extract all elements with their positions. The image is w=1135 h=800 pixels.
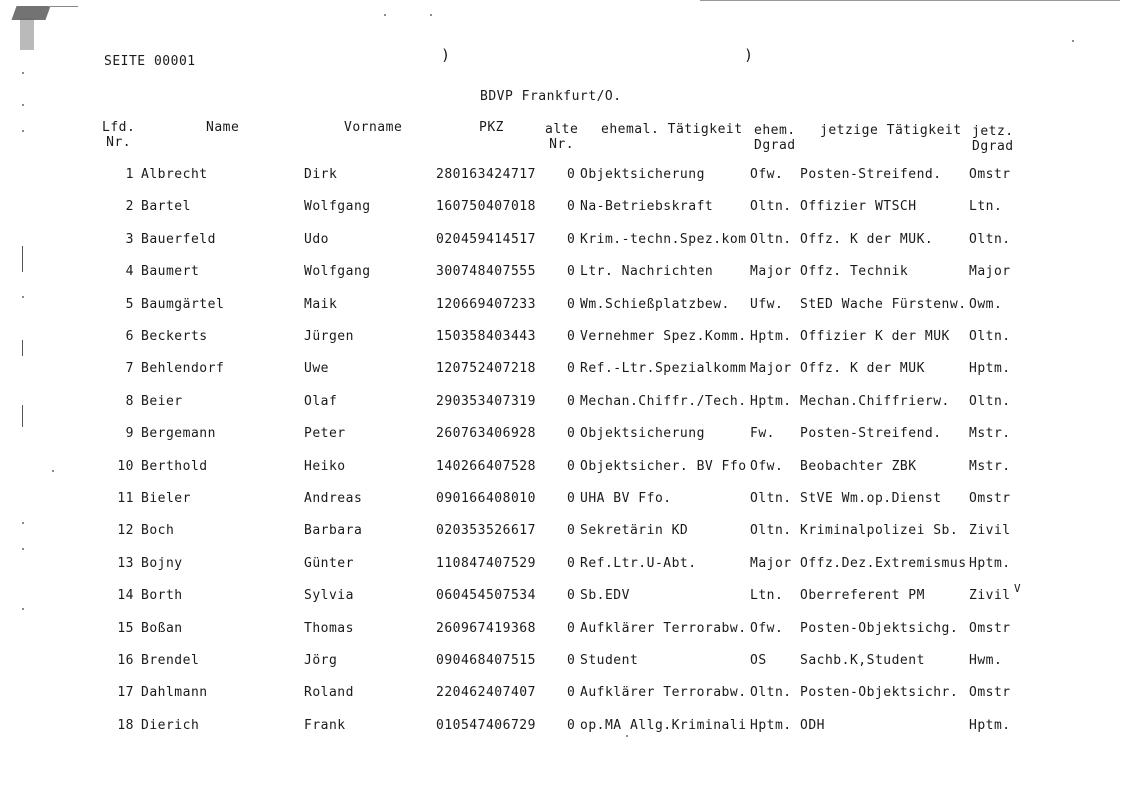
table-row [0, 394, 1135, 414]
jetz-dgrad-cell: Owm. [969, 296, 1003, 312]
alte-nr-cell: 0 [567, 491, 576, 506]
vorname-cell: Thomas [304, 620, 354, 636]
pkz-cell: 290353407319 [436, 393, 536, 409]
jetz-dgrad-cell: Oltn. [969, 393, 1011, 409]
table-row [0, 459, 1135, 479]
pkz-cell: 110847407529 [436, 555, 536, 571]
vorname-cell: Jürgen [304, 329, 354, 344]
table-row [0, 582, 1135, 608]
lfd-nr-cell: 11 [117, 491, 134, 506]
jetz-dgrad-cell: Hptm. [969, 555, 1011, 571]
ehem-dgrad-cell: Ofw. [750, 620, 784, 636]
pkz-cell: 300748407555 [436, 264, 536, 280]
lfd-nr-cell: 3 [125, 231, 134, 247]
jetzige-taetigkeit-cell: Posten-Objektsichg. [800, 620, 959, 636]
alte-nr-cell: 0 [567, 167, 576, 182]
ehemal-taetigkeit-cell: Sb.EDV [580, 588, 630, 604]
ehem-dgrad-cell: Fw. [750, 426, 775, 442]
lfd-nr-cell: 7 [125, 361, 134, 377]
table-row [0, 718, 1135, 738]
vorname-cell: Maik [304, 296, 338, 312]
name-cell: Bieler [141, 491, 191, 506]
jetzige-taetigkeit-cell: Posten-Streifend. [800, 167, 942, 182]
punch-mark-right: ) [744, 46, 754, 64]
ehem-dgrad-cell: Ufw. [750, 296, 784, 312]
name-cell: Brendel [141, 653, 200, 668]
jetzige-taetigkeit-cell: ODH [800, 717, 825, 733]
jetz-dgrad-cell: Omstr [969, 491, 1011, 506]
scan-dot [22, 548, 24, 550]
jetz-dgrad-cell: Oltn. [969, 329, 1011, 344]
pkz-cell: 140266407528 [436, 458, 536, 474]
ehem-dgrad-cell: Major [750, 555, 792, 571]
jetz-dgrad-cell: Hptm. [969, 717, 1011, 733]
alte-nr-cell: 0 [567, 717, 576, 733]
header-pkz: PKZ [479, 120, 504, 135]
ehem-dgrad-cell: Oltn. [750, 685, 792, 701]
vorname-cell: Heiko [304, 458, 346, 474]
name-cell: Dierich [141, 717, 200, 733]
vorname-cell: Roland [304, 685, 354, 701]
vorname-cell: Udo [304, 231, 329, 247]
table-row [0, 361, 1135, 381]
alte-nr-cell: 0 [567, 653, 576, 668]
name-cell: Boßan [141, 620, 183, 636]
jetzige-taetigkeit-cell: Sachb.K,Student [800, 653, 925, 668]
lfd-nr-cell: 12 [117, 523, 134, 539]
vorname-cell: Dirk [304, 167, 338, 182]
ehemal-taetigkeit-cell: Objektsicher. BV Ffo [580, 458, 747, 474]
name-cell: Borth [141, 588, 183, 604]
alte-nr-cell: 0 [567, 458, 576, 474]
jetzige-taetigkeit-cell: Oberreferent PM [800, 588, 925, 604]
ehemal-taetigkeit-cell: Student [580, 653, 639, 668]
scan-dot [384, 14, 386, 16]
page-label: SEITE 00001 [104, 54, 196, 69]
scan-top-line [48, 6, 78, 7]
table-row [0, 523, 1135, 543]
punch-mark-left: ) [441, 46, 451, 64]
vorname-cell: Frank [304, 717, 346, 733]
name-cell: Berthold [141, 458, 208, 474]
scan-dot [22, 608, 24, 610]
scan-top-line [700, 0, 1120, 1]
lfd-nr-cell: 15 [117, 620, 134, 636]
lfd-nr-cell: 13 [117, 555, 134, 571]
alte-nr-cell: 0 [567, 685, 576, 701]
alte-nr-cell: 0 [567, 555, 576, 571]
lfd-nr-cell: 8 [125, 393, 134, 409]
ehemal-taetigkeit-cell: UHA BV Ffo. [580, 491, 672, 506]
jetzige-taetigkeit-cell: Posten-Streifend. [800, 426, 942, 442]
ehem-dgrad-cell: Hptm. [750, 393, 792, 409]
jetz-dgrad-cell: Major [969, 264, 1011, 280]
jetz-dgrad-cell: Oltn. [969, 231, 1011, 247]
lfd-nr-cell: 4 [125, 264, 134, 280]
pkz-cell: 280163424717 [436, 167, 536, 182]
alte-nr-cell: 0 [567, 361, 576, 377]
header-lfd-nr: Lfd. Nr. [102, 120, 136, 150]
ehem-dgrad-cell: Major [750, 361, 792, 377]
pkz-cell: 090468407515 [436, 653, 536, 668]
pkz-cell: 090166408010 [436, 491, 536, 506]
lfd-nr-cell: 18 [117, 717, 134, 733]
scan-dot [22, 130, 24, 132]
name-cell: Beier [141, 393, 183, 409]
jetzige-taetigkeit-cell: Offizier WTSCH [800, 199, 917, 215]
jetzige-taetigkeit-cell: Offz. K der MUK [800, 361, 925, 377]
vorname-cell: Olaf [304, 393, 338, 409]
alte-nr-cell: 0 [567, 199, 576, 215]
lfd-nr-cell: 10 [117, 458, 134, 474]
vorname-cell: Peter [304, 426, 346, 442]
table-row [0, 297, 1135, 317]
header-jetz-dgrad: jetz. Dgrad [972, 124, 1014, 154]
header-vorname: Vorname [344, 120, 403, 135]
ehemal-taetigkeit-cell: Mechan.Chiffr./Tech. [580, 393, 747, 409]
jetzige-taetigkeit-cell: StED Wache Fürstenw. [800, 296, 967, 312]
ehem-dgrad-cell: Ofw. [750, 458, 784, 474]
lfd-nr-cell: 16 [117, 653, 134, 668]
table-row [0, 491, 1135, 511]
pkz-cell: 020459414517 [436, 231, 536, 247]
scan-dot [430, 14, 432, 16]
lfd-nr-cell: 2 [125, 199, 134, 215]
pkz-cell: 020353526617 [436, 523, 536, 539]
ehem-dgrad-cell: Oltn. [750, 491, 792, 506]
pkz-cell: 060454507534 [436, 588, 536, 604]
jetzige-taetigkeit-cell: Offizier K der MUK [800, 329, 950, 344]
alte-nr-cell: 0 [567, 426, 576, 442]
jetz-dgrad-cell: Zivil [969, 523, 1011, 539]
jetzige-taetigkeit-cell: Offz.Dez.Extremismus [800, 555, 967, 571]
pkz-cell: 010547406729 [436, 717, 536, 733]
ehem-dgrad-cell: Hptm. [750, 717, 792, 733]
lfd-nr-cell: 6 [125, 329, 134, 344]
name-cell: Behlendorf [141, 361, 225, 377]
ehemal-taetigkeit-cell: Sekretärin KD [580, 523, 689, 539]
vorname-cell: Wolfgang [304, 199, 371, 215]
ehem-dgrad-cell: Oltn. [750, 231, 792, 247]
jetzige-taetigkeit-cell: Offz. K der MUK. [800, 231, 934, 247]
pkz-cell: 120752407218 [436, 361, 536, 377]
vorname-cell: Uwe [304, 361, 329, 377]
name-cell: Bartel [141, 199, 191, 215]
header-name: Name [206, 120, 240, 135]
ehem-dgrad-cell: Oltn. [750, 199, 792, 215]
table-row [0, 556, 1135, 576]
jetz-dgrad-cell: Hwm. [969, 653, 1003, 668]
lfd-nr-cell: 14 [117, 588, 134, 604]
pkz-cell: 260763406928 [436, 426, 536, 442]
table-row [0, 167, 1135, 187]
ehemal-taetigkeit-cell: Ref.Ltr.U-Abt. [580, 555, 697, 571]
pkz-cell: 160750407018 [436, 199, 536, 215]
lfd-nr-cell: 1 [125, 167, 134, 182]
ehemal-taetigkeit-cell: Vernehmer Spez.Komm. [580, 329, 747, 344]
jetzige-taetigkeit-cell: StVE Wm.op.Dienst [800, 491, 942, 506]
ehemal-taetigkeit-cell: Ref.-Ltr.Spezialkomm [580, 361, 747, 377]
table-row [0, 426, 1135, 446]
jetz-dgrad-cell: Ltn. [969, 199, 1003, 215]
ehemal-taetigkeit-cell: Aufklärer Terrorabw. [580, 620, 747, 636]
vorname-cell: Günter [304, 555, 354, 571]
alte-nr-cell: 0 [567, 296, 576, 312]
name-cell: Baumert [141, 264, 200, 280]
vorname-cell: Jörg [304, 653, 338, 668]
ehem-dgrad-cell: Oltn. [750, 523, 792, 539]
jetzige-taetigkeit-cell: Offz. Technik [800, 264, 909, 280]
jetz-dgrad-cell: Zivil [969, 588, 1011, 604]
jetzige-taetigkeit-cell: Kriminalpolizei Sb. [800, 523, 959, 539]
table-row [0, 264, 1135, 284]
jetz-dgrad-cell: Mstr. [969, 426, 1011, 442]
header-alte-nr: alte Nr. [545, 122, 579, 152]
lfd-nr-cell: 5 [125, 296, 134, 312]
alte-nr-cell: 0 [567, 588, 576, 604]
ehemal-taetigkeit-cell: Objektsicherung [580, 426, 705, 442]
jetz-dgrad-cell: Omstr [969, 167, 1011, 182]
ehemal-taetigkeit-cell: Ltr. Nachrichten [580, 264, 714, 280]
scan-dot [22, 104, 24, 106]
name-cell: Bergemann [141, 426, 216, 442]
header-ehem-dgrad: ehem. Dgrad [754, 123, 796, 153]
ehem-dgrad-cell: Ofw. [750, 167, 784, 182]
jetzige-taetigkeit-cell: Beobachter ZBK [800, 458, 917, 474]
name-cell: Beckerts [141, 329, 208, 344]
table-row [0, 199, 1135, 219]
table-row [0, 685, 1135, 705]
jetz-dgrad-cell: Omstr [969, 685, 1011, 701]
lfd-nr-cell: 17 [117, 685, 134, 701]
jetzige-taetigkeit-cell: Posten-Objektsichr. [800, 685, 959, 701]
ehemal-taetigkeit-cell: Krim.-techn.Spez.kom [580, 231, 747, 247]
alte-nr-cell: 0 [567, 329, 576, 344]
table-row [0, 329, 1135, 349]
vorname-cell: Barbara [304, 523, 363, 539]
name-cell: Baumgärtel [141, 296, 225, 312]
ehemal-taetigkeit-cell: Objektsicherung [580, 167, 705, 182]
jetz-dgrad-cell: Omstr [969, 620, 1011, 636]
ehem-dgrad-cell: OS [750, 653, 767, 668]
name-cell: Bauerfeld [141, 231, 216, 247]
header-jetzige-taetigkeit: jetzige Tätigkeit [820, 123, 962, 138]
alte-nr-cell: 0 [567, 523, 576, 539]
vorname-cell: Andreas [304, 491, 363, 506]
ehem-dgrad-cell: Ltn. [750, 588, 784, 604]
pkz-cell: 220462407407 [436, 685, 536, 701]
ehemal-taetigkeit-cell: Na-Betriebskraft [580, 199, 714, 215]
header-ehemal-taetigkeit: ehemal. Tätigkeit [601, 122, 743, 137]
table-row [0, 653, 1135, 673]
lfd-nr-cell: 9 [125, 426, 134, 442]
table-row [0, 621, 1135, 641]
alte-nr-cell: 0 [567, 231, 576, 247]
scan-dot [1072, 40, 1074, 42]
name-cell: Dahlmann [141, 685, 208, 701]
name-cell: Bojny [141, 555, 183, 571]
pkz-cell: 260967419368 [436, 620, 536, 636]
vorname-cell: Wolfgang [304, 264, 371, 280]
ehemal-taetigkeit-cell: Aufklärer Terrorabw. [580, 685, 747, 701]
jetz-dgrad-cell: Hptm. [969, 361, 1011, 377]
ehem-dgrad-cell: Major [750, 264, 792, 280]
margin-mark: V [1014, 582, 1022, 596]
scan-smudge [20, 18, 34, 50]
name-cell: Boch [141, 523, 175, 539]
jetzige-taetigkeit-cell: Mechan.Chiffrierw. [800, 393, 950, 409]
alte-nr-cell: 0 [567, 393, 576, 409]
pkz-cell: 120669407233 [436, 296, 536, 312]
alte-nr-cell: 0 [567, 264, 576, 280]
jetz-dgrad-cell: Mstr. [969, 458, 1011, 474]
ehemal-taetigkeit-cell: Wm.Schießplatzbew. [580, 296, 730, 312]
document-title: BDVP Frankfurt/O. [480, 89, 622, 104]
name-cell: Albrecht [141, 167, 208, 182]
vorname-cell: Sylvia [304, 588, 354, 604]
ehemal-taetigkeit-cell: op.MA Allg.Kriminali [580, 717, 747, 733]
pkz-cell: 150358403443 [436, 329, 536, 344]
alte-nr-cell: 0 [567, 620, 576, 636]
ehem-dgrad-cell: Hptm. [750, 329, 792, 344]
scan-dot [22, 72, 24, 74]
table-row [0, 232, 1135, 252]
